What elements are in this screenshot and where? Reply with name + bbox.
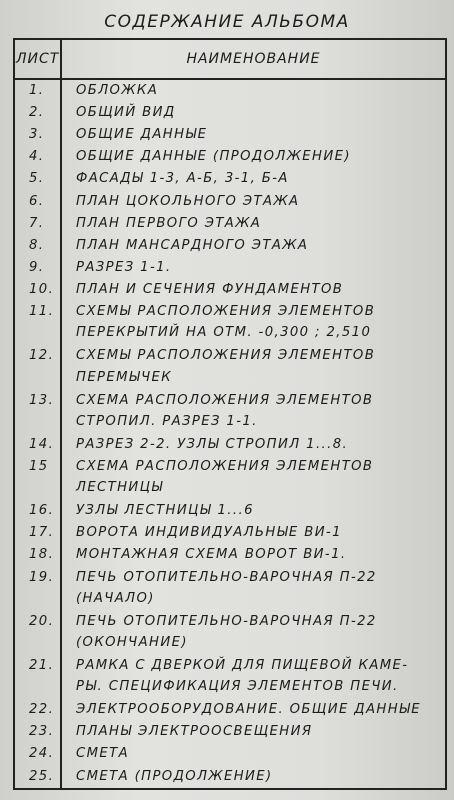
- sheet-number: 7.: [14, 213, 61, 235]
- table-row: [14, 611, 446, 655]
- document-title: СОДЕРЖАНИЕ АЛЬБОМА: [104, 12, 350, 32]
- filler-row: [14, 788, 446, 789]
- table-row: [14, 235, 446, 257]
- contents-table: [13, 38, 447, 790]
- sheet-number: 16.: [14, 500, 61, 522]
- header-row: [14, 39, 446, 79]
- sheet-number: 10.: [14, 279, 61, 301]
- sheet-title: ПЛАН МАНСАРДНОГО ЭТАЖА: [76, 237, 309, 253]
- sheet-title: ВОРОТА ИНДИВИДУАЛЬНЫЕ ВИ-1: [76, 525, 342, 541]
- sheet-title: СХЕМЫ РАСПОЛОЖЕНИЯ ЭЛЕМЕНТОВ ПЕРЕКРЫТИЙ НА ОТМ. -0,300 ; 2,510: [76, 304, 376, 341]
- header-sheet: ЛИСТ: [14, 39, 61, 79]
- sheet-number: 1.: [14, 79, 61, 102]
- table-row: [14, 213, 446, 235]
- header-name: НАИМЕНОВАНИЕ: [61, 39, 446, 79]
- table-row: [14, 500, 446, 522]
- sheet-number: 24.: [14, 743, 61, 765]
- sheet-title: ПЛАНЫ ЭЛЕКТРООСВЕЩЕНИЯ: [76, 724, 313, 740]
- sheet-number: 11.: [14, 301, 61, 345]
- sheet-title: ПЛАН И СЕЧЕНИЯ ФУНДАМЕНТОВ: [76, 282, 344, 298]
- sheet-number: 20.: [14, 611, 61, 655]
- contents-body: [14, 79, 446, 789]
- sheet-title: ПЛАН ПЕРВОГО ЭТАЖА: [76, 215, 262, 231]
- table-row: [14, 146, 446, 168]
- sheet-number: 8.: [14, 235, 61, 257]
- table-row: [14, 124, 446, 146]
- sheet-title: ПЕЧЬ ОТОПИТЕЛЬНО-ВАРОЧНАЯ П-22 (НАЧАЛО): [76, 569, 377, 606]
- table-row: [14, 79, 446, 102]
- table-row: [14, 544, 446, 566]
- sheet-title: СХЕМА РАСПОЛОЖЕНИЯ ЭЛЕМЕНТОВ ЛЕСТНИЦЫ: [76, 458, 374, 496]
- sheet-title: РАЗРЕЗ 1-1.: [76, 259, 172, 275]
- table-row: [14, 168, 446, 190]
- sheet-title: ОБЩИЙ ВИД: [76, 105, 176, 121]
- sheet-title: РАМКА С ДВЕРКОЙ ДЛЯ ПИЩЕВОЙ КАМЕ- РЫ. СПЕЦИФИКАЦИЯ ЭЛЕМЕНТОВ ПЕЧИ.: [76, 657, 409, 695]
- sheet-title: ПЕЧЬ ОТОПИТЕЛЬНО-ВАРОЧНАЯ П-22 (ОКОНЧАНИЕ): [76, 613, 377, 651]
- table-row: [14, 743, 446, 765]
- table-row: [14, 102, 446, 124]
- sheet-number: 2.: [14, 102, 61, 124]
- sheet-number: 4.: [14, 146, 61, 168]
- sheet-number: 21.: [14, 655, 61, 699]
- sheet-title: СХЕМА РАСПОЛОЖЕНИЯ ЭЛЕМЕНТОВ СТРОПИЛ. РАЗРЕЗ 1-1.: [76, 392, 374, 429]
- table-row: [14, 434, 446, 456]
- sheet-number: 6.: [14, 191, 61, 213]
- sheet-number: 22.: [14, 699, 61, 721]
- sheet-title: ОБЛОЖКА: [76, 83, 159, 98]
- sheet-number: 5.: [14, 168, 61, 190]
- sheet-title: ОБЩИЕ ДАННЫЕ: [76, 127, 208, 143]
- filler-cell: [14, 788, 61, 789]
- table-row: [14, 390, 446, 434]
- table-row: [14, 257, 446, 279]
- sheet-number: 25.: [14, 766, 61, 788]
- table-row: [14, 345, 446, 389]
- sheet-title: ПЛАН ЦОКОЛЬНОГО ЭТАЖА: [76, 193, 300, 209]
- table-row: [14, 655, 446, 699]
- sheet-title: СХЕМЫ РАСПОЛОЖЕНИЯ ЭЛЕМЕНТОВ ПЕРЕМЫЧЕК: [76, 348, 376, 385]
- sheet-title: ЭЛЕКТРООБОРУДОВАНИЕ. ОБЩИЕ ДАННЫЕ: [76, 702, 421, 718]
- sheet-number: 13.: [14, 390, 61, 434]
- sheet-number: 9.: [14, 257, 61, 279]
- sheet-number: 18.: [14, 544, 61, 566]
- sheet-title: СМЕТА (ПРОДОЛЖЕНИЕ): [76, 768, 273, 784]
- sheet-number: 3.: [14, 124, 61, 146]
- table-row: [14, 279, 446, 301]
- sheet-number: 17.: [14, 522, 61, 544]
- sheet-title: ОБЩИЕ ДАННЫЕ (ПРОДОЛЖЕНИЕ): [76, 149, 351, 165]
- sheet-title: ФАСАДЫ 1-3, А-Б, 3-1, Б-А: [76, 171, 289, 187]
- table-row: [14, 301, 446, 345]
- table-row: [14, 191, 446, 213]
- sheet-number: 23.: [14, 721, 61, 743]
- table-row: [14, 721, 446, 743]
- sheet-number: 19.: [14, 567, 61, 611]
- sheet-number: 12.: [14, 345, 61, 389]
- table-row: [14, 567, 446, 611]
- table-row: [14, 522, 446, 544]
- table-row: [14, 766, 446, 788]
- table-row: [14, 456, 446, 500]
- sheet-title: МОНТАЖНАЯ СХЕМА ВОРОТ ВИ-1.: [76, 547, 347, 563]
- table-row: [14, 699, 446, 721]
- sheet-number: 15: [14, 456, 61, 500]
- sheet-title: УЗЛЫ ЛЕСТНИЦЫ 1...6: [76, 503, 254, 519]
- sheet-number: 14.: [14, 434, 61, 456]
- sheet-title: СМЕТА: [76, 746, 129, 762]
- sheet-title: РАЗРЕЗ 2-2. УЗЛЫ СТРОПИЛ 1...8.: [76, 436, 349, 452]
- filler-cell: [61, 788, 446, 789]
